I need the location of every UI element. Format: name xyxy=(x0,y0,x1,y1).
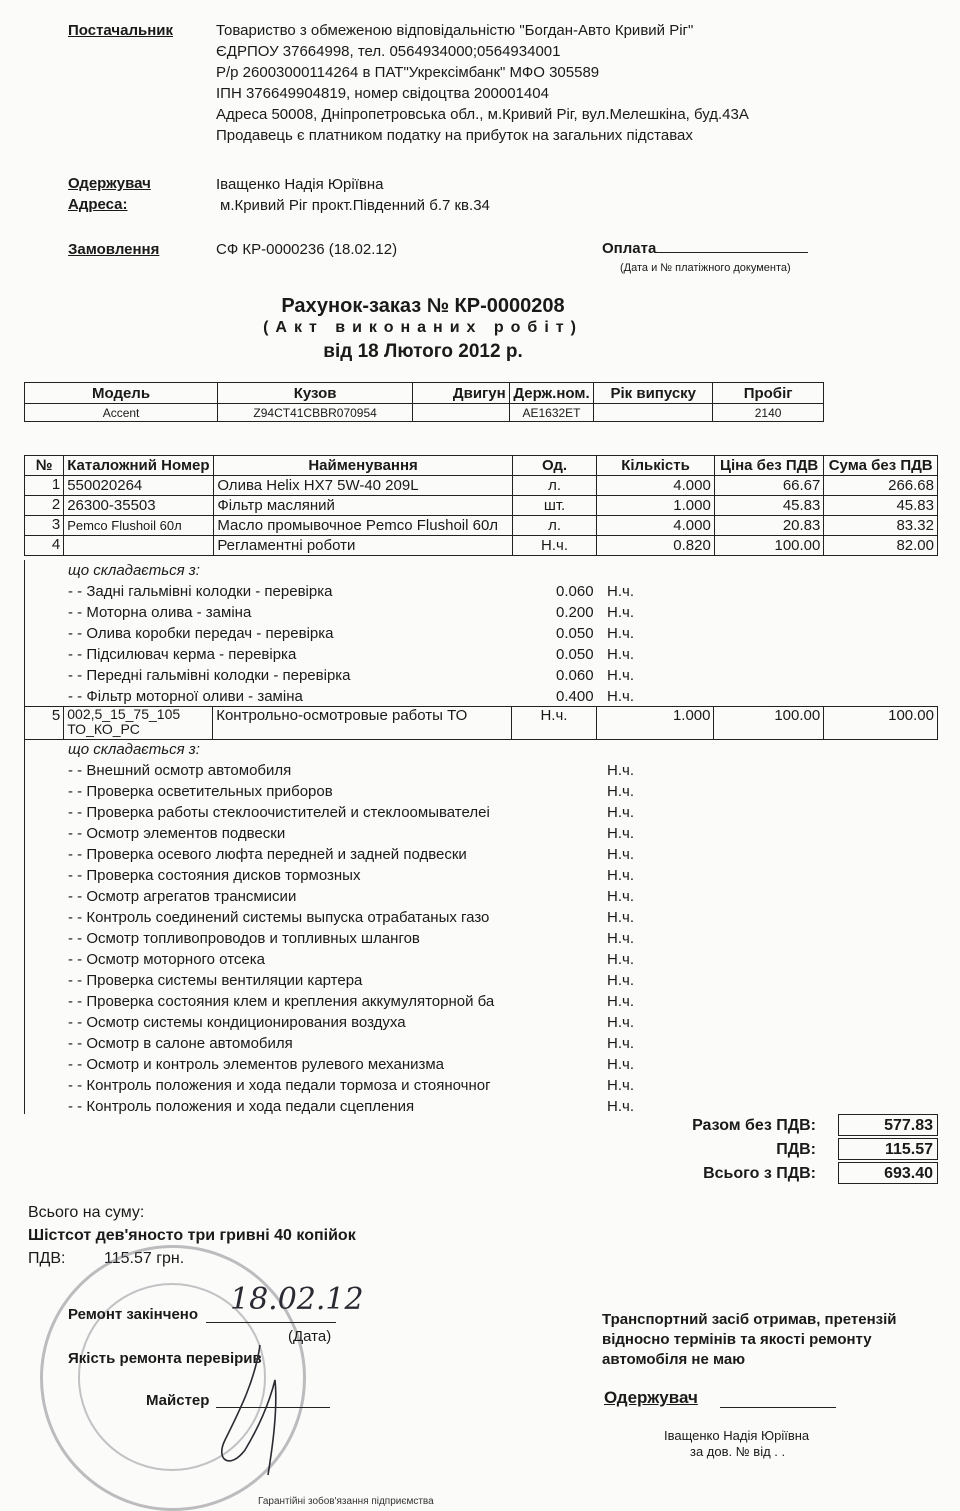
table-row xyxy=(25,536,938,556)
items-header: № xyxy=(25,456,64,476)
row-name: Контрольно-осмотровые работы ТО xyxy=(213,707,512,740)
sub-item-unit: Н.ч. xyxy=(607,972,634,989)
sub-item-unit: Н.ч. xyxy=(607,1077,634,1094)
sub-item-qty: 0.060 xyxy=(556,583,594,600)
items-header: Кількість xyxy=(597,456,715,476)
sub-item-unit: Н.ч. xyxy=(607,783,634,800)
recipient-name: Іващенко Надія Юріївна xyxy=(216,176,384,193)
car-model: Accent xyxy=(25,404,218,422)
order-label: Замовлення xyxy=(68,241,160,258)
sub-item: - - Передні гальмівні колодки - перевірка xyxy=(68,667,351,684)
received-line: відносно термінів та якості ремонту xyxy=(602,1331,872,1348)
total-gross-label: Всього з ПДВ: xyxy=(703,1165,816,1182)
received-statement xyxy=(602,1310,897,1370)
items-table xyxy=(24,455,938,556)
payment-label xyxy=(602,240,808,257)
sub-item: - - Підсилювач керма - перевірка xyxy=(68,646,297,663)
master-label: Майстер xyxy=(146,1392,210,1409)
sub-item-unit: Н.ч. xyxy=(607,646,634,663)
table-row xyxy=(25,476,938,496)
supplier-details xyxy=(216,20,749,146)
sub-item-unit: Н.ч. xyxy=(607,583,634,600)
row-qty: 1.000 xyxy=(597,496,715,516)
sub-item: - - Фільтр моторної оливи - заміна xyxy=(68,688,303,705)
sub-item-unit: Н.ч. xyxy=(607,1035,634,1052)
sub-item-unit: Н.ч. xyxy=(607,930,634,947)
row-sum: 83.32 xyxy=(824,516,938,536)
sub-item-unit: Н.ч. xyxy=(607,688,634,705)
car-header: Рік випуску xyxy=(594,383,713,404)
row-name: Олива Helix HX7 5W-40 209L xyxy=(214,476,513,496)
row-name: Регламентні роботи xyxy=(214,536,513,556)
consists-label: що складається з: xyxy=(68,741,200,758)
payment-hint: (Дата и № платіжного документа) xyxy=(620,262,791,274)
total-net-label: Разом без ПДВ: xyxy=(692,1117,816,1134)
sub-item: - - Моторна олива - заміна xyxy=(68,604,252,621)
car-header: Модель xyxy=(25,383,218,404)
recipient-label: Одержувач xyxy=(68,175,151,192)
doc-title: Рахунок-заказ № КР-0000208 xyxy=(281,295,565,317)
sub-item-unit: Н.ч. xyxy=(607,625,634,642)
doc-subtitle: (Акт виконаних робіт) xyxy=(263,319,583,336)
items-header: Каталожний Номер xyxy=(64,456,214,476)
sub-item-qty: 0.200 xyxy=(556,604,594,621)
sub-item-qty: 0.060 xyxy=(556,667,594,684)
consists-label: що складається з: xyxy=(68,562,200,579)
row-sum: 45.83 xyxy=(824,496,938,516)
sub-item: - - Внешний осмотр автомобиля xyxy=(68,762,292,779)
sub-item-qty: 0.400 xyxy=(556,688,594,705)
recipient-sign-line xyxy=(720,1407,836,1408)
row-unit: шт. xyxy=(512,496,596,516)
car-plate: AE1632ET xyxy=(509,404,594,422)
row-catalog-line: 002,5_15_75_105 xyxy=(67,706,181,722)
car-header: Держ.ном. xyxy=(509,383,594,404)
sub-item: - - Осмотр и контроль элементов рулевого механизма xyxy=(68,1056,445,1073)
sub-item-qty: 0.050 xyxy=(556,646,594,663)
doc-date: від 18 Лютого 2012 р. xyxy=(323,341,523,362)
sub-item: - - Осмотр в салоне автомобиля xyxy=(68,1035,293,1052)
car-table xyxy=(24,382,824,422)
sub-item: - - Задні гальмівні колодки - перевірка xyxy=(68,583,333,600)
row-number: 1 xyxy=(25,476,64,496)
address-value: м.Кривий Ріг прокт.Південний б.7 кв.34 xyxy=(220,197,490,214)
row-qty: 4.000 xyxy=(597,516,715,536)
supplier-line: Р/р 26003000114264 в ПАТ"Укрексімбанк" МФО 305589 xyxy=(216,64,600,81)
sub-item: - - Осмотр элементов подвески xyxy=(68,825,286,842)
repair-date-line xyxy=(206,1322,336,1323)
master-signature xyxy=(200,1340,310,1480)
sum-words: Шістсот дев'яносто три гривні 40 копійок xyxy=(28,1227,356,1244)
row-qty: 4.000 xyxy=(597,476,715,496)
sub-item: - - Проверка осветительных приборов xyxy=(68,783,333,800)
sub-item-unit: Н.ч. xyxy=(607,762,634,779)
row-number: 2 xyxy=(25,496,64,516)
row-price: 100.00 xyxy=(714,707,824,740)
row-price: 100.00 xyxy=(714,536,824,556)
row-number: 5 xyxy=(25,707,64,740)
total-vat-value: 115.57 xyxy=(838,1138,938,1160)
footer-note: Гарантійні зобов'язання підприємства xyxy=(258,1496,434,1507)
sub-item-unit: Н.ч. xyxy=(607,804,634,821)
row-name: Масло промывочное Pemco Flushoil 60л xyxy=(214,516,513,536)
recipient-sign-label: Одержувач xyxy=(604,1388,698,1407)
recipient-sign-name: Іващенко Надія Юріївна xyxy=(664,1428,810,1443)
sub-item-unit: Н.ч. xyxy=(607,909,634,926)
sub-item-qty: 0.050 xyxy=(556,625,594,642)
table-row xyxy=(25,496,938,516)
car-year xyxy=(594,404,713,422)
table-row xyxy=(25,516,938,536)
car-engine xyxy=(413,404,510,422)
sub-item-unit: Н.ч. xyxy=(607,951,634,968)
row-sum: 100.00 xyxy=(824,707,938,740)
total-vat-label: ПДВ: xyxy=(776,1141,816,1158)
row-catalog xyxy=(64,707,213,740)
date-hint: (Дата) xyxy=(288,1328,332,1345)
car-header: Кузов xyxy=(218,383,413,404)
sub-item-unit: Н.ч. xyxy=(607,846,634,863)
repair-done-label: Ремонт закінчено xyxy=(68,1306,199,1323)
row-number: 4 xyxy=(25,536,64,556)
items-table-row5 xyxy=(24,706,938,740)
sub-item-unit: Н.ч. xyxy=(607,1098,634,1115)
row-unit: л. xyxy=(512,516,596,536)
table-left-border xyxy=(24,740,25,1114)
sub-item: - - Проверка работы стеклоочистителей и стеклоомывателеі xyxy=(68,804,490,821)
supplier-line: Адреса 50008, Дніпропетровська обл., м.Кривий Ріг, вул.Мелешкіна, буд.43А xyxy=(216,106,749,123)
sum-vat-value: 115.57 грн. xyxy=(104,1250,185,1267)
sum-label: Всього на суму: xyxy=(28,1204,145,1221)
sub-item-unit: Н.ч. xyxy=(607,993,634,1010)
row-unit: Н.ч. xyxy=(512,707,597,740)
row-price: 45.83 xyxy=(714,496,824,516)
address-label: Адреса: xyxy=(68,196,128,213)
row-price: 20.83 xyxy=(714,516,824,536)
row-sum: 266.68 xyxy=(824,476,938,496)
sub-item-unit: Н.ч. xyxy=(607,888,634,905)
proxy-line: за дов. № від . . xyxy=(690,1444,786,1459)
row-catalog: 550020264 xyxy=(64,476,214,496)
car-header: Двигун xyxy=(413,383,510,404)
car-mileage: 2140 xyxy=(713,404,824,422)
sub-item: - - Проверка системы вентиляции картера xyxy=(68,972,363,989)
sub-item: - - Осмотр топливопроводов и топливных шлангов xyxy=(68,930,420,947)
row-name: Фільтр масляний xyxy=(214,496,513,516)
row-unit: л. xyxy=(512,476,596,496)
sub-item: - - Контроль соединений системы выпуска отрабатаных газо xyxy=(68,909,490,926)
row-qty: 1.000 xyxy=(596,707,714,740)
sub-item: - - Проверка состояния клем и крепления аккумуляторной ба xyxy=(68,993,495,1010)
items-header: Найменування xyxy=(214,456,513,476)
sum-vat-label: ПДВ: xyxy=(28,1250,66,1267)
items-header: Од. xyxy=(512,456,596,476)
sub-item-unit: Н.ч. xyxy=(607,867,634,884)
row-sum: 82.00 xyxy=(824,536,938,556)
items-header: Сума без ПДВ xyxy=(824,456,938,476)
handwritten-date: 18.02.12 xyxy=(230,1282,364,1317)
sub-item: - - Осмотр моторного отсека xyxy=(68,951,265,968)
supplier-line: ІПН 376649904819, номер свідоцтва 200001404 xyxy=(216,85,549,102)
row-unit: Н.ч. xyxy=(512,536,596,556)
row-price: 66.67 xyxy=(714,476,824,496)
payment-label-text: Оплата xyxy=(602,240,657,257)
sub-item: - - Осмотр системы кондиционирования воздуха xyxy=(68,1014,406,1031)
sub-item-unit: Н.ч. xyxy=(607,1014,634,1031)
payment-line xyxy=(656,252,808,253)
supplier-line: Товариство з обмеженою відповідальністю "Богдан-Авто Кривий Ріг" xyxy=(216,22,694,39)
table-row xyxy=(25,707,938,740)
car-body: Z94CT41CBBR070954 xyxy=(218,404,413,422)
sub-item: - - Проверка состояния дисков тормозных xyxy=(68,867,361,884)
total-net-value: 577.83 xyxy=(838,1114,938,1136)
sub-item-unit: Н.ч. xyxy=(607,604,634,621)
items-header: Ціна без ПДВ xyxy=(714,456,824,476)
sub-item-unit: Н.ч. xyxy=(607,825,634,842)
row-catalog: Pemco Flushoil 60л xyxy=(64,516,214,536)
supplier-line: Продавець є платником податку на прибуток на загальних підставах xyxy=(216,127,693,144)
row-qty: 0.820 xyxy=(597,536,715,556)
row-catalog: 26300-35503 xyxy=(64,496,214,516)
row-number: 3 xyxy=(25,516,64,536)
row-catalog xyxy=(64,536,214,556)
sub-item: - - Олива коробки передач - перевірка xyxy=(68,625,334,642)
received-line: Транспортний засіб отримав, претензій xyxy=(602,1311,897,1328)
order-value: СФ КР-0000236 (18.02.12) xyxy=(216,241,398,258)
supplier-label: Постачальник xyxy=(68,22,173,39)
quality-label: Якість ремонта перевірив xyxy=(68,1350,262,1367)
sub-item: - - Контроль положения и хода педали сцепления xyxy=(68,1098,415,1115)
table-left-border xyxy=(24,560,25,706)
sub-item: - - Проверка осевого люфта передней и задней подвески xyxy=(68,846,467,863)
sub-item-unit: Н.ч. xyxy=(607,667,634,684)
row-catalog-line: ТО_КО_РС xyxy=(67,721,140,737)
sub-item: - - Осмотр агрегатов трансмисии xyxy=(68,888,297,905)
car-header: Пробіг xyxy=(713,383,824,404)
sub-item-unit: Н.ч. xyxy=(607,1056,634,1073)
supplier-line: ЄДРПОУ 37664998, тел. 0564934000;0564934001 xyxy=(216,43,561,60)
received-line: автомобіля не маю xyxy=(602,1351,746,1368)
sub-item: - - Контроль положения и хода педали тормоза и стояночног xyxy=(68,1077,491,1094)
total-gross-value: 693.40 xyxy=(838,1162,938,1184)
